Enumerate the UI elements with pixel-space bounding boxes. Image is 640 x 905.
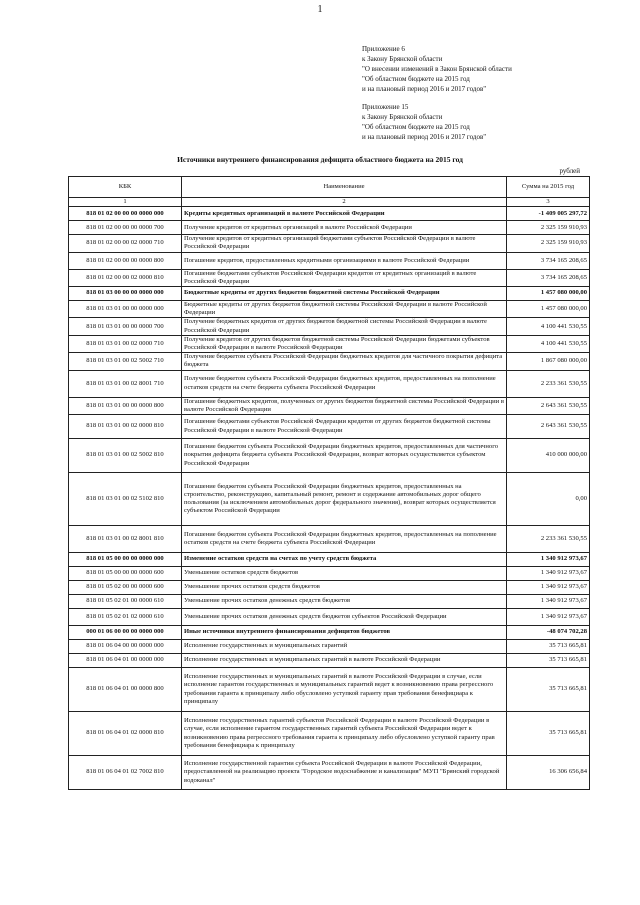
table-row: [69, 526, 590, 553]
name-cell: Иные источники внутреннего финансирования дефицитов бюджетов: [182, 626, 507, 640]
sum-cell: 1 340 912 973,67: [507, 553, 590, 567]
name-cell: Погашение бюджетами субъектов Российской Федерации кредитов от кредитных организаций в валюте Российской Федерации: [182, 269, 507, 286]
name-cell: Уменьшение прочих остатков денежных средств бюджетов субъектов Российской Федерации: [182, 609, 507, 626]
sum-cell: 0,00: [507, 473, 590, 526]
table-row: [69, 370, 590, 397]
kbk-cell: 818 01 03 01 00 02 8001 810: [69, 526, 182, 553]
annex-6-line: Приложение 6: [362, 45, 405, 53]
annex-15-line: "Об областном бюджете на 2015 год: [362, 123, 470, 131]
table-row: [69, 235, 590, 252]
kbk-cell: 818 01 06 04 01 02 0000 810: [69, 712, 182, 756]
sum-cell: 1 867 080 000,00: [507, 353, 590, 370]
kbk-cell: 818 01 05 00 00 00 0000 000: [69, 553, 182, 567]
table-row: [69, 287, 590, 301]
name-cell: Погашение кредитов, предоставленных кредитными организациями в валюте Российской Федерации: [182, 252, 507, 269]
table-row: [69, 301, 590, 318]
name-cell: Погашение бюджетом субъекта Российской Федерации бюджетных кредитов, предоставленных на пополнение остатков средств на счете бюджета субъекта Российской Федерации: [182, 526, 507, 553]
sum-cell: 2 233 361 530,55: [507, 370, 590, 397]
table-row: [69, 668, 590, 712]
kbk-cell: 818 01 03 01 00 02 0000 810: [69, 415, 182, 439]
kbk-cell: 818 01 02 00 00 02 0000 710: [69, 235, 182, 252]
annex-6-line: и на плановый период 2016 и 2017 годов": [362, 85, 487, 93]
table-row: [69, 640, 590, 654]
name-cell: Исполнение государственных и муниципальных гарантий: [182, 640, 507, 654]
annex-15-line: и на плановый период 2016 и 2017 годов": [362, 133, 487, 141]
sum-cell: 3 734 165 208,65: [507, 269, 590, 286]
annex-6-header: [362, 44, 512, 94]
kbk-cell: 818 01 05 02 01 02 0000 610: [69, 609, 182, 626]
name-cell: Исполнение государственных и муниципальных гарантий в валюте Российской Федерации в случае, если исполнение гарантом государственных и муниципальных гарантий ведет к возникновению права регрессного требования гаранта к принципалу либо обусловлено уступкой гаранту прав требования бенефициара к принципалу: [182, 668, 507, 712]
kbk-cell: 818 01 06 04 01 00 0000 000: [69, 654, 182, 668]
kbk-cell: 818 01 03 01 00 02 5002 810: [69, 439, 182, 473]
table-row: [69, 335, 590, 352]
table-index-row: [69, 198, 590, 207]
table-row: [69, 221, 590, 235]
name-cell: Исполнение государственной гарантии субъекта Российской Федерации в валюте Российской Федерации, предоставленной на реализацию проекта "Городское водоснабжение и канализация" МУП "Брянский городской водоканал": [182, 756, 507, 790]
sum-cell: 16 306 656,84: [507, 756, 590, 790]
kbk-cell: 818 01 03 00 00 00 0000 000: [69, 287, 182, 301]
sum-cell: 2 233 361 530,55: [507, 526, 590, 553]
table-row: [69, 712, 590, 756]
header-kbk: КБК: [69, 177, 182, 198]
table-row: [69, 415, 590, 439]
table-row: [69, 269, 590, 286]
sum-cell: 1 340 912 973,67: [507, 609, 590, 626]
annex-15-line: Приложение 15: [362, 103, 409, 111]
name-cell: Погашение бюджетных кредитов, полученных от других бюджетов бюджетной системы Российской Федерации в валюте Российской Федерации: [182, 397, 507, 414]
table-row: [69, 473, 590, 526]
kbk-cell: 818 01 03 01 00 00 0000 700: [69, 318, 182, 335]
sum-cell: 4 100 441 530,55: [507, 318, 590, 335]
sum-cell: 1 340 912 973,67: [507, 595, 590, 609]
name-cell: Исполнение государственных гарантий субъектов Российской Федерации в валюте Российской Федерации в случае, если исполнение гарантом государственных гарантий субъекта Российской Федерации ведет к возникновению права регрессного требования гаранта к принципалу либо обусловлено уступкой гаранту прав требования бенефициара к принципалу: [182, 712, 507, 756]
sum-cell: 35 713 665,81: [507, 640, 590, 654]
index-cell: 3: [507, 198, 590, 207]
kbk-cell: 818 01 02 00 00 00 0000 000: [69, 207, 182, 221]
kbk-cell: 818 01 02 00 00 02 0000 810: [69, 269, 182, 286]
sum-cell: 2 325 159 910,93: [507, 235, 590, 252]
name-cell: Получение кредитов от кредитных организаций бюджетами субъектов Российской Федерации в валюте Российской Федерации: [182, 235, 507, 252]
sum-cell: 4 100 441 530,55: [507, 335, 590, 352]
name-cell: Погашение бюджетом субъекта Российской Федерации бюджетных кредитов, предоставленных для частичного покрытия дефицита бюджета субъекта Российской Федерации, возврат которых осуществляется субъектом Российской Федерации: [182, 439, 507, 473]
annex-6-line: "Об областном бюджете на 2015 год: [362, 75, 470, 83]
sum-cell: 1 340 912 973,67: [507, 581, 590, 595]
kbk-cell: 818 01 03 01 00 02 5102 810: [69, 473, 182, 526]
table-row: [69, 439, 590, 473]
sum-cell: -48 074 702,28: [507, 626, 590, 640]
table-row: [69, 252, 590, 269]
name-cell: Уменьшение прочих остатков денежных средств бюджетов: [182, 595, 507, 609]
table-row: [69, 756, 590, 790]
kbk-cell: 818 01 03 01 00 02 8001 710: [69, 370, 182, 397]
kbk-cell: 000 01 06 00 00 00 0000 000: [69, 626, 182, 640]
name-cell: Уменьшение остатков средств бюджетов: [182, 567, 507, 581]
name-cell: Погашение бюджетами субъектов Российской Федерации кредитов от других бюджетов бюджетной системы Российской Федерации в валюте Российской Федерации: [182, 415, 507, 439]
kbk-cell: 818 01 03 01 00 00 0000 000: [69, 301, 182, 318]
units-label: рублей: [559, 167, 580, 175]
table-row: [69, 654, 590, 668]
table-row: [69, 567, 590, 581]
kbk-cell: 818 01 03 01 00 02 0000 710: [69, 335, 182, 352]
name-cell: Кредиты кредитных организаций в валюте Российской Федерации: [182, 207, 507, 221]
kbk-cell: 818 01 05 02 01 00 0000 610: [69, 595, 182, 609]
name-cell: Уменьшение прочих остатков средств бюджетов: [182, 581, 507, 595]
table-row: [69, 626, 590, 640]
sum-cell: 35 713 665,81: [507, 654, 590, 668]
name-cell: Погашение бюджетом субъекта Российской Федерации бюджетных кредитов, предоставленных на строительство, реконструкцию, капитальный ремонт, ремонт и содержание автомобильных дорог общего пользования (за исключением автомобильных дорог федерального значения), возврат которых осуществляется субъектом Российской Федерации: [182, 473, 507, 526]
sum-cell: 2 643 361 530,55: [507, 397, 590, 414]
sum-cell: 1 457 080 000,00: [507, 301, 590, 318]
table-row: [69, 318, 590, 335]
sum-cell: 2 643 361 530,55: [507, 415, 590, 439]
table-row: [69, 609, 590, 626]
header-sum: Сумма на 2015 год: [507, 177, 590, 198]
table-row: [69, 553, 590, 567]
name-cell: Бюджетные кредиты от других бюджетов бюджетной системы Российской Федерации в валюте Российской Федерации: [182, 301, 507, 318]
kbk-cell: 818 01 05 00 00 00 0000 600: [69, 567, 182, 581]
sum-cell: 2 325 159 910,93: [507, 221, 590, 235]
sum-cell: -1 409 005 297,72: [507, 207, 590, 221]
name-cell: Получение бюджетом субъекта Российской Федерации бюджетных кредитов для частичного покрытия дефицита бюджета: [182, 353, 507, 370]
name-cell: Получение бюджетных кредитов от других бюджетов бюджетной системы Российской Федерации в валюте Российской Федерации: [182, 318, 507, 335]
name-cell: Получение кредитов от кредитных организаций в валюте Российской Федерации: [182, 221, 507, 235]
sum-cell: 3 734 165 208,65: [507, 252, 590, 269]
table-row: [69, 353, 590, 370]
table-header-row: [69, 177, 590, 198]
kbk-cell: 818 01 02 00 00 00 0000 800: [69, 252, 182, 269]
name-cell: Получение кредитов от других бюджетов бюджетной системы Российской Федерации бюджетами субъектов Российской Федерации в валюте Российской Федерации: [182, 335, 507, 352]
kbk-cell: 818 01 05 02 00 00 0000 600: [69, 581, 182, 595]
table-row: [69, 595, 590, 609]
table-row: [69, 397, 590, 414]
financing-sources-table: [68, 176, 590, 790]
name-cell: Бюджетные кредиты от других бюджетов бюджетной системы Российской Федерации: [182, 287, 507, 301]
name-cell: Исполнение государственных и муниципальных гарантий в валюте Российской Федерации: [182, 654, 507, 668]
annex-6-line: "О внесении изменений в Закон Брянской области: [362, 65, 512, 73]
sum-cell: 1 457 080 000,00: [507, 287, 590, 301]
kbk-cell: 818 01 06 04 00 00 0000 000: [69, 640, 182, 654]
table-row: [69, 581, 590, 595]
annex-15-line: к Закону Брянской области: [362, 113, 443, 121]
sum-cell: 410 000 000,00: [507, 439, 590, 473]
sum-cell: 35 713 665,81: [507, 712, 590, 756]
kbk-cell: 818 01 02 00 00 00 0000 700: [69, 221, 182, 235]
kbk-cell: 818 01 03 01 00 02 5002 710: [69, 353, 182, 370]
annex-6-line: к Закону Брянской области: [362, 55, 443, 63]
sum-cell: 35 713 665,81: [507, 668, 590, 712]
document-title: Источники внутреннего финансирования дефицита областного бюджета на 2015 год: [177, 155, 463, 164]
sum-cell: 1 340 912 973,67: [507, 567, 590, 581]
index-cell: 1: [69, 198, 182, 207]
annex-15-header: [362, 102, 486, 142]
kbk-cell: 818 01 06 04 01 02 7002 810: [69, 756, 182, 790]
name-cell: Изменение остатков средств на счетах по учету средств бюджета: [182, 553, 507, 567]
kbk-cell: 818 01 03 01 00 00 0000 800: [69, 397, 182, 414]
table-row: [69, 207, 590, 221]
header-name: Наименование: [182, 177, 507, 198]
page-number: 1: [317, 4, 323, 15]
name-cell: Получение бюджетом субъекта Российской Федерации бюджетных кредитов, предоставленных на пополнение остатков средств на счете бюджета субъекта Российской Федерации: [182, 370, 507, 397]
kbk-cell: 818 01 06 04 01 00 0000 800: [69, 668, 182, 712]
index-cell: 2: [182, 198, 507, 207]
